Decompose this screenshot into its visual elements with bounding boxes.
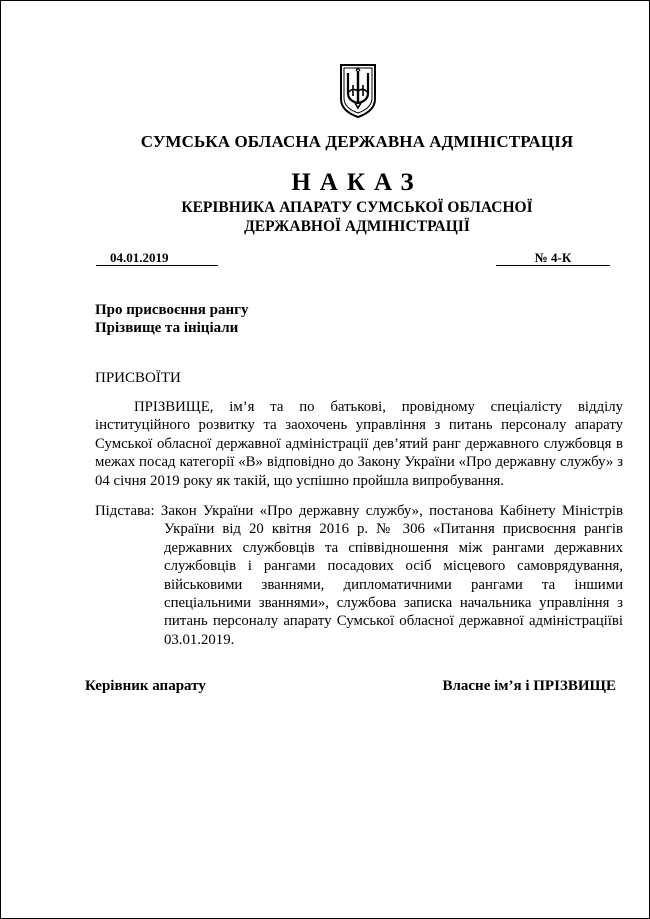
document-date: 04.01.2019 bbox=[96, 251, 218, 266]
document-number: № 4-К bbox=[496, 251, 610, 266]
subject-block bbox=[95, 301, 248, 337]
subject-line-2: Прізвище та ініціали bbox=[95, 320, 239, 336]
order-paragraph: ПРІЗВИЩЕ, ім’я та по батькові, провідному спеціалісту відділу інституційного розвитку та заохочень управління з питань персоналу апарату Сумської обласної державної адміністрації дев’ятий ранг державного службовця в межах посад категорії «В» відповідно до Закону України «Про державну службу» з 04 січня 2019 року як такій, що успішно пройшла випробування. bbox=[95, 399, 623, 489]
signer-name: Власне ім’я і ПРІЗВИЩЕ bbox=[442, 678, 616, 694]
basis-paragraph bbox=[95, 502, 623, 649]
trident-coat-of-arms-icon bbox=[338, 63, 378, 119]
issuer-line-2: ДЕРЖАВНОЇ АДМІНІСТРАЦІЇ bbox=[244, 218, 470, 235]
basis-label: Підстава: bbox=[95, 503, 155, 519]
organization-name: СУМСЬКА ОБЛАСНА ДЕРЖАВНА АДМІНІСТРАЦІЯ bbox=[140, 132, 574, 151]
document-type: НАКАЗ bbox=[291, 169, 423, 196]
signer-title: Керівник апарату bbox=[85, 678, 206, 694]
basis-block bbox=[95, 502, 623, 649]
issuer-line-1: КЕРІВНИКА АПАРАТУ СУМСЬКОЇ ОБЛАСНОЇ bbox=[181, 199, 533, 216]
subject-line-1: Про присвоєння рангу bbox=[95, 302, 249, 318]
order-verb: ПРИСВОЇТИ bbox=[95, 370, 181, 386]
basis-text: Закон України «Про державну службу», постанова Кабінету Міністрів України від 20 квітня 2016 р. № 306 «Питання присвоєння рангів державних службовців та співвідношення між рангами державних службовців і рангами посадових осіб місцевого самоврядування, військовими званнями, дипломатичними рангами та іншими спеціальними званнями», службова записка начальника управління з питань персоналу апарату Сумської обласної державної адміністраціїві 03.01.2019. bbox=[160, 503, 623, 648]
issuer-block bbox=[1, 198, 650, 236]
